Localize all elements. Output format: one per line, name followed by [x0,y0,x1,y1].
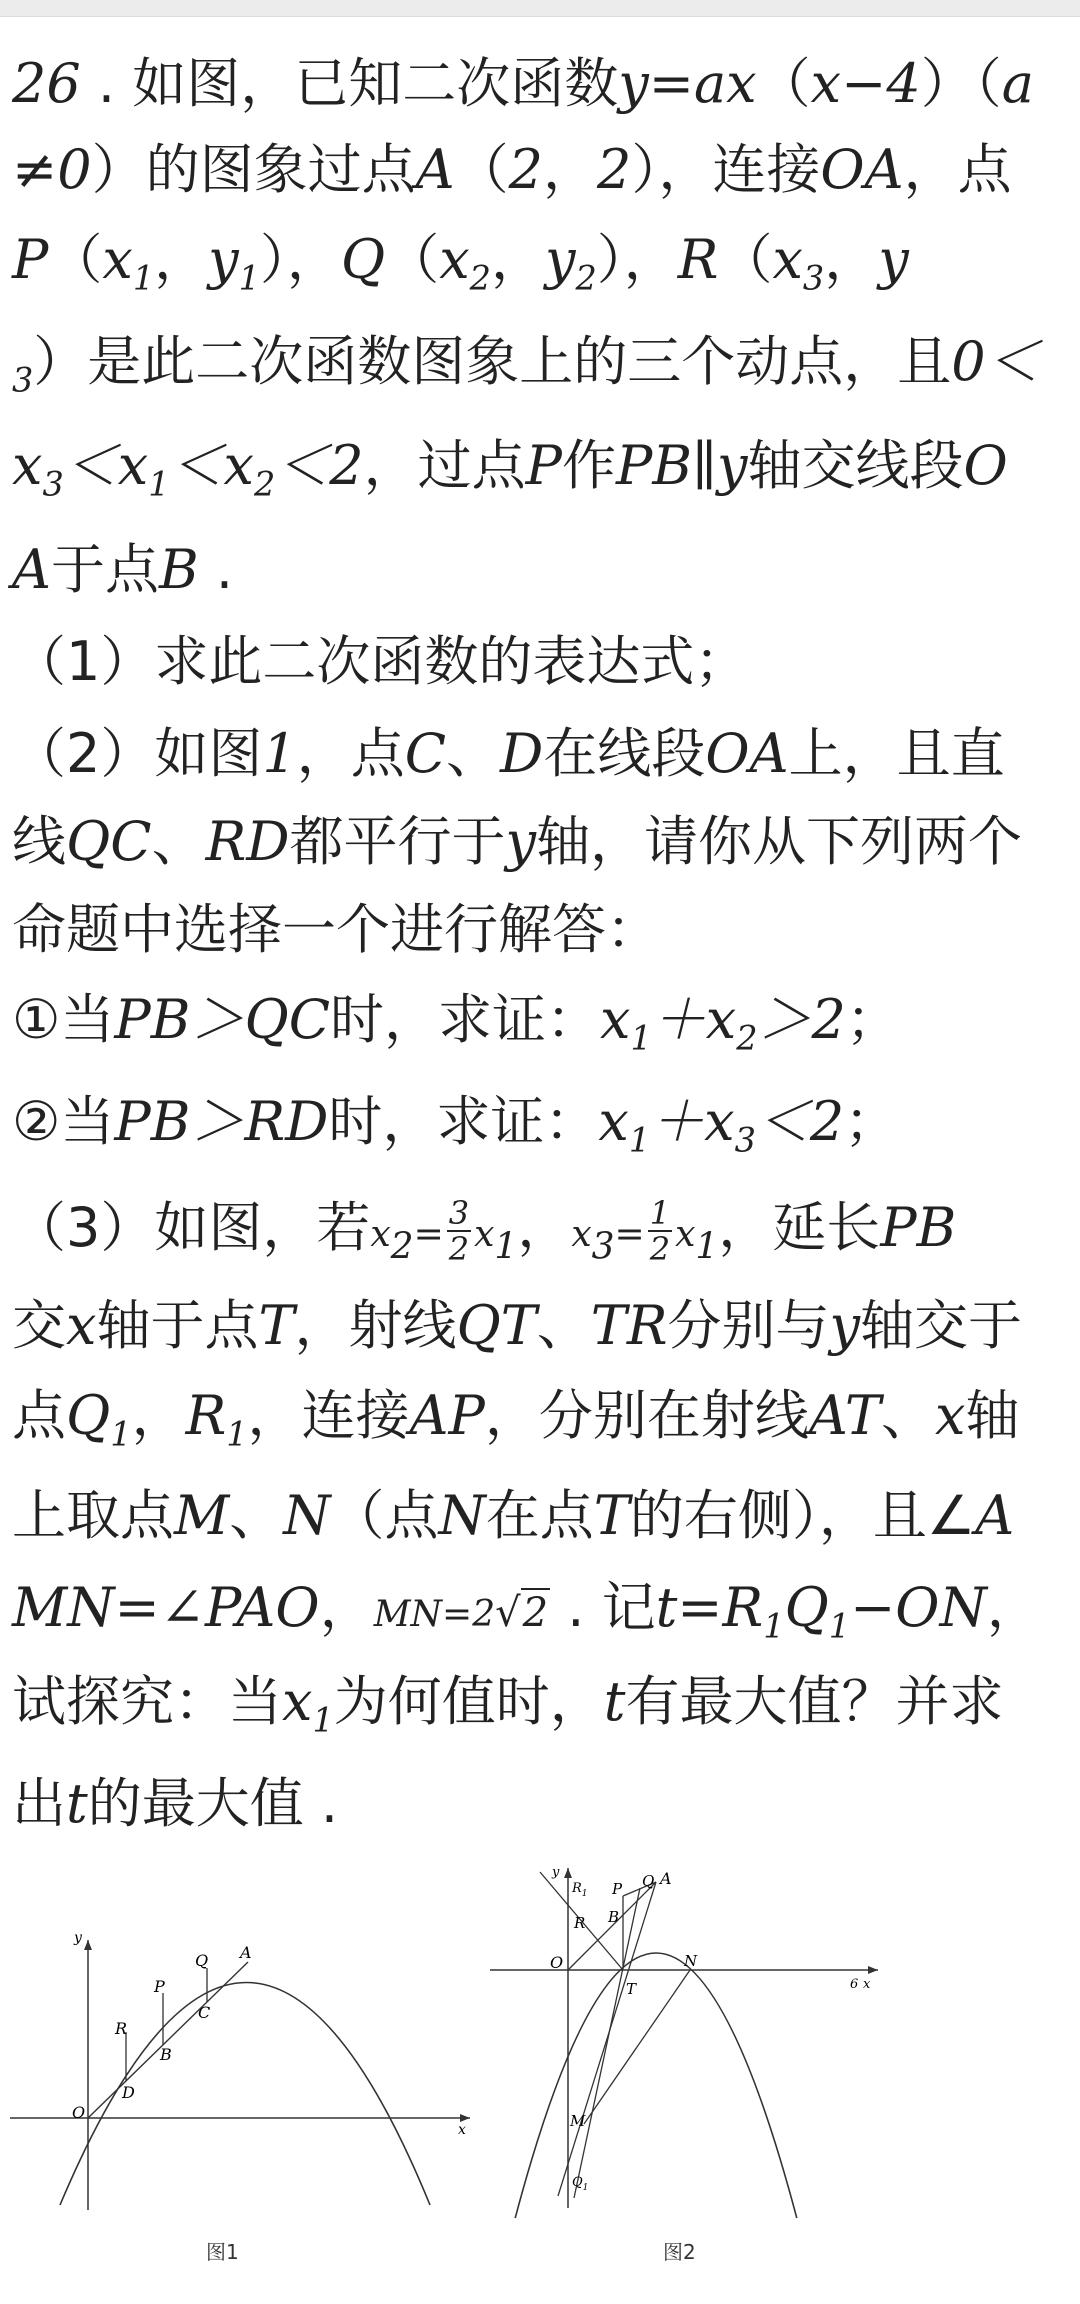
math: ＜2 [275,434,364,497]
text: 的最大值 . [87,1772,339,1835]
fraction-one-half [648,1194,672,1269]
figure-1-caption: 图1 [206,2240,239,2264]
text: 轴，请你从下列两个 [536,810,1023,873]
problem-line-17 [12,1576,1041,1646]
math: PB∥y [616,434,748,497]
text: ，射线 [294,1294,457,1357]
text: 在线段 [543,722,706,785]
ray-at [558,1882,656,2196]
text: 轴交于 [860,1294,1022,1357]
math: = [413,1214,444,1255]
text: . [198,538,234,601]
text: ①当 [12,988,115,1051]
label-a: A [660,1869,672,1888]
text: . 如图，已知二次函数 [80,52,619,115]
problem-line-18 [12,1670,1004,1740]
segment-oa [88,1962,248,2118]
math: y [505,810,537,873]
text: 轴交线段 [747,434,964,497]
text: 线 [12,810,66,873]
label-d: D [122,2083,135,2102]
fraction-numerator: 1 [649,1194,671,1233]
text: 时，求证： [330,988,601,1051]
math: ＞2 [757,988,846,1051]
math: MN=∠PAO [12,1576,320,1639]
math: RD [205,810,290,873]
text: ）的图象过点 [91,138,416,201]
problem-line-4 [12,330,1040,400]
math: 2 [596,138,632,201]
math: y [208,228,239,291]
subscript: 2 [736,1018,758,1058]
text: 出 [12,1772,66,1835]
problem-line-19 [12,1772,338,1836]
text: ， [542,138,597,201]
problem-line-7 [12,630,748,694]
subscript: 1 [494,1226,518,1268]
math: ＋x [651,988,737,1051]
label-r: R [115,2019,128,2038]
text: ，分别在射线 [484,1384,809,1447]
subscript: 1 [226,1414,248,1454]
text: ，点 [903,138,1012,201]
math: x [600,988,631,1051]
subscript: 1 [695,1226,719,1268]
math: a [1001,52,1034,115]
math: OA [820,138,904,201]
math: D [500,722,544,785]
x-axis-arrow [868,1966,878,1974]
ray-qt [574,1888,640,2198]
subscript: 1 [312,1700,334,1740]
text: ），连接 [631,138,821,201]
x-axis-arrow [460,2114,470,2122]
text: 轴于点 [96,1294,259,1357]
math: B [159,538,199,601]
math: AT [808,1384,881,1447]
math: ＜2 [755,1090,845,1153]
label-o: O [550,1953,564,1972]
math: N [438,1484,486,1547]
figure-1 [0,1900,480,2220]
text: ，连接 [247,1384,410,1447]
math: 0＜ [951,330,1040,393]
figure-2-caption: 图2 [663,2240,696,2264]
problem-line-9 [12,810,1022,874]
problem-line-8 [12,722,1005,786]
math: x [12,434,43,497]
label-x: x [458,2122,466,2138]
math: P [12,228,49,291]
radicand: 2 [522,1590,549,1636]
text: 有最大值？并求 [625,1670,1004,1733]
math: Q [66,1384,111,1447]
math: t [603,1670,626,1733]
label-n: N [684,1952,698,1970]
math: M [174,1484,230,1547]
text: （1）求此二次函数的表达式； [12,630,749,693]
text: ， [131,1384,186,1447]
text: ， [319,1576,374,1639]
label-p: P [612,1880,623,1898]
text: 都平行于 [289,810,506,873]
math: T [593,1484,630,1547]
text: 、 [229,1484,284,1547]
math: x [102,228,133,291]
text: ， [517,1196,572,1259]
math: R [677,228,719,291]
text: ②当 [12,1090,115,1153]
subscript: 1 [763,1606,785,1646]
problem-line-13 [12,1194,957,1269]
text: 为何值时， [333,1670,604,1733]
parabola [510,1953,802,2218]
text: （ [385,228,440,291]
label-x: x [863,1977,871,1992]
math: Q [340,228,386,291]
label-m: M [570,2112,586,2130]
label-b: B [608,1908,620,1926]
text: ； [845,988,900,1051]
math: x [282,1670,313,1733]
text: 的右侧），且∠ [629,1484,976,1547]
subscript: 1 [828,1606,851,1646]
text: 交 [12,1294,66,1357]
text: 命题中选择一个进行解答： [12,898,660,961]
subscript: 3 [734,1120,756,1160]
label-r1-letter: R [572,1881,582,1896]
fraction-three-halves [447,1194,471,1269]
problem-line-15 [12,1384,1020,1454]
subscript: 3 [42,464,64,504]
math: x [474,1214,495,1255]
label-y: y [74,1930,82,1946]
problem-line-6 [12,538,233,602]
math: PB＞QC [114,988,331,1051]
text: （ [718,228,773,291]
subscript: 1 [628,1120,651,1160]
text: 、 [446,722,501,785]
text: 时，求证： [328,1090,599,1153]
problem-line-11 [12,988,900,1058]
text: ）（ [920,52,1002,115]
problem-number: 26 [12,52,81,115]
text: 分别与 [667,1294,830,1357]
subscript: 2 [469,258,491,298]
math: QC [66,810,152,873]
text: 轴 [965,1384,1020,1447]
math: ＜x [63,434,149,497]
text: 上取点 [12,1484,174,1547]
text: 作 [562,434,616,497]
math: PB＞RD [114,1090,329,1153]
text: （3）如图，若 [12,1196,371,1259]
math: P [525,434,562,497]
math: C [404,722,447,785]
math: x [934,1384,966,1447]
label-c: C [198,2003,211,2022]
text: ）， [259,228,341,291]
text: （ [48,228,103,291]
math: x [66,1294,97,1357]
text: ，过点 [363,434,526,497]
label-q: Q [642,1872,655,1890]
math: A [415,138,455,201]
math: PB [880,1196,957,1259]
subscript: 2 [254,464,276,504]
parabola [60,1983,430,2206]
problem-line-16 [12,1484,1014,1548]
problem-line-5 [12,434,1008,504]
math: O [963,434,1008,497]
math: ＜x [169,434,254,497]
fraction-denominator: 2 [448,1230,470,1269]
text: ，点 [296,722,405,785]
segment-mn [584,1970,690,2124]
label-q1-sub: 1 [582,2183,589,2193]
math: y [829,1294,860,1357]
label-r1 [571,1881,588,1899]
math: MN=2 [373,1594,496,1635]
text: 、 [536,1294,591,1357]
subscript: 1 [132,258,155,298]
subscript: 2 [390,1226,414,1268]
problem-line-12 [12,1090,899,1160]
top-status-strip [0,0,1080,17]
math: A [975,1484,1015,1547]
problem-line-10 [12,898,660,962]
math: x−4 [810,52,921,115]
subscript: 3 [12,360,34,400]
subscript: 1 [110,1414,132,1454]
label-q1 [572,2175,588,2193]
subscript: 1 [148,464,170,504]
text: 上，且直 [788,722,1005,785]
math: 2 [508,138,543,201]
math: TR [590,1294,668,1357]
math: T [258,1294,295,1357]
problem-line-3 [12,228,909,298]
text: 、 [880,1384,935,1447]
label-o: O [72,2103,86,2122]
text: ， [490,228,545,291]
math: ＋x [650,1090,735,1153]
math: AP [409,1384,485,1447]
math: N [283,1484,331,1547]
math: = [614,1214,645,1255]
math: y=ax [618,52,757,115]
math: x [571,1214,592,1255]
text: 点 [12,1384,66,1447]
subscript: 3 [802,258,825,298]
math: A [12,538,51,601]
subscript: 3 [591,1226,615,1268]
math: x [598,1090,629,1153]
label-r1-sub: 1 [581,1889,588,1899]
y-axis-arrow [84,1940,92,1950]
text: ； [844,1090,899,1153]
math: x [370,1214,391,1255]
math: QT [456,1294,537,1357]
math: y [544,228,576,291]
text: . 记 [550,1576,656,1639]
label-q1-letter: Q [572,2175,583,2190]
label-six: 6 [850,1977,859,1992]
text: 于点 [51,538,159,601]
math: R [185,1384,227,1447]
text: 在点 [485,1484,594,1547]
subscript: 1 [630,1018,652,1058]
text: （点 [330,1484,439,1547]
label-t: T [626,1980,637,1998]
text: 试探究：当 [12,1670,282,1733]
text: 、 [151,810,206,873]
text: （2）如图 [12,722,263,785]
text: ）， [596,228,678,291]
problem-line-14 [12,1294,1022,1358]
math: −ON [850,1576,987,1639]
label-r: R [574,1914,586,1932]
text: ，延长 [718,1196,881,1259]
math: t=R [655,1576,764,1639]
math: OA [705,722,789,785]
text: （ [454,138,509,201]
math: x [772,228,803,291]
label-q: Q [195,1951,209,1970]
subscript: 1 [238,258,260,298]
square-root: √2 [495,1590,549,1636]
math: y [878,228,909,291]
text: ）是此二次函数图象上的三个动点，且 [33,330,952,393]
subscript: 2 [575,258,597,298]
problem-line-1 [12,52,1034,116]
fraction-numerator: 3 [448,1194,470,1233]
math: ≠0 [12,138,92,201]
math: 1 [262,722,297,785]
label-p: P [154,1977,165,1996]
math: x [675,1214,696,1255]
y-axis-arrow [564,1868,572,1878]
math: t [66,1772,88,1835]
text: ， [986,1576,1041,1639]
label-y: y [552,1865,560,1880]
text: ， [824,228,879,291]
label-b: B [160,2045,172,2064]
math: Q [784,1576,829,1639]
text: （ [756,52,811,115]
text: ， [154,228,209,291]
figure-2 [480,1858,900,2218]
label-a: A [240,1943,252,1962]
problem-line-2 [12,138,1012,202]
math: x [439,228,470,291]
fraction-denominator: 2 [649,1230,671,1269]
